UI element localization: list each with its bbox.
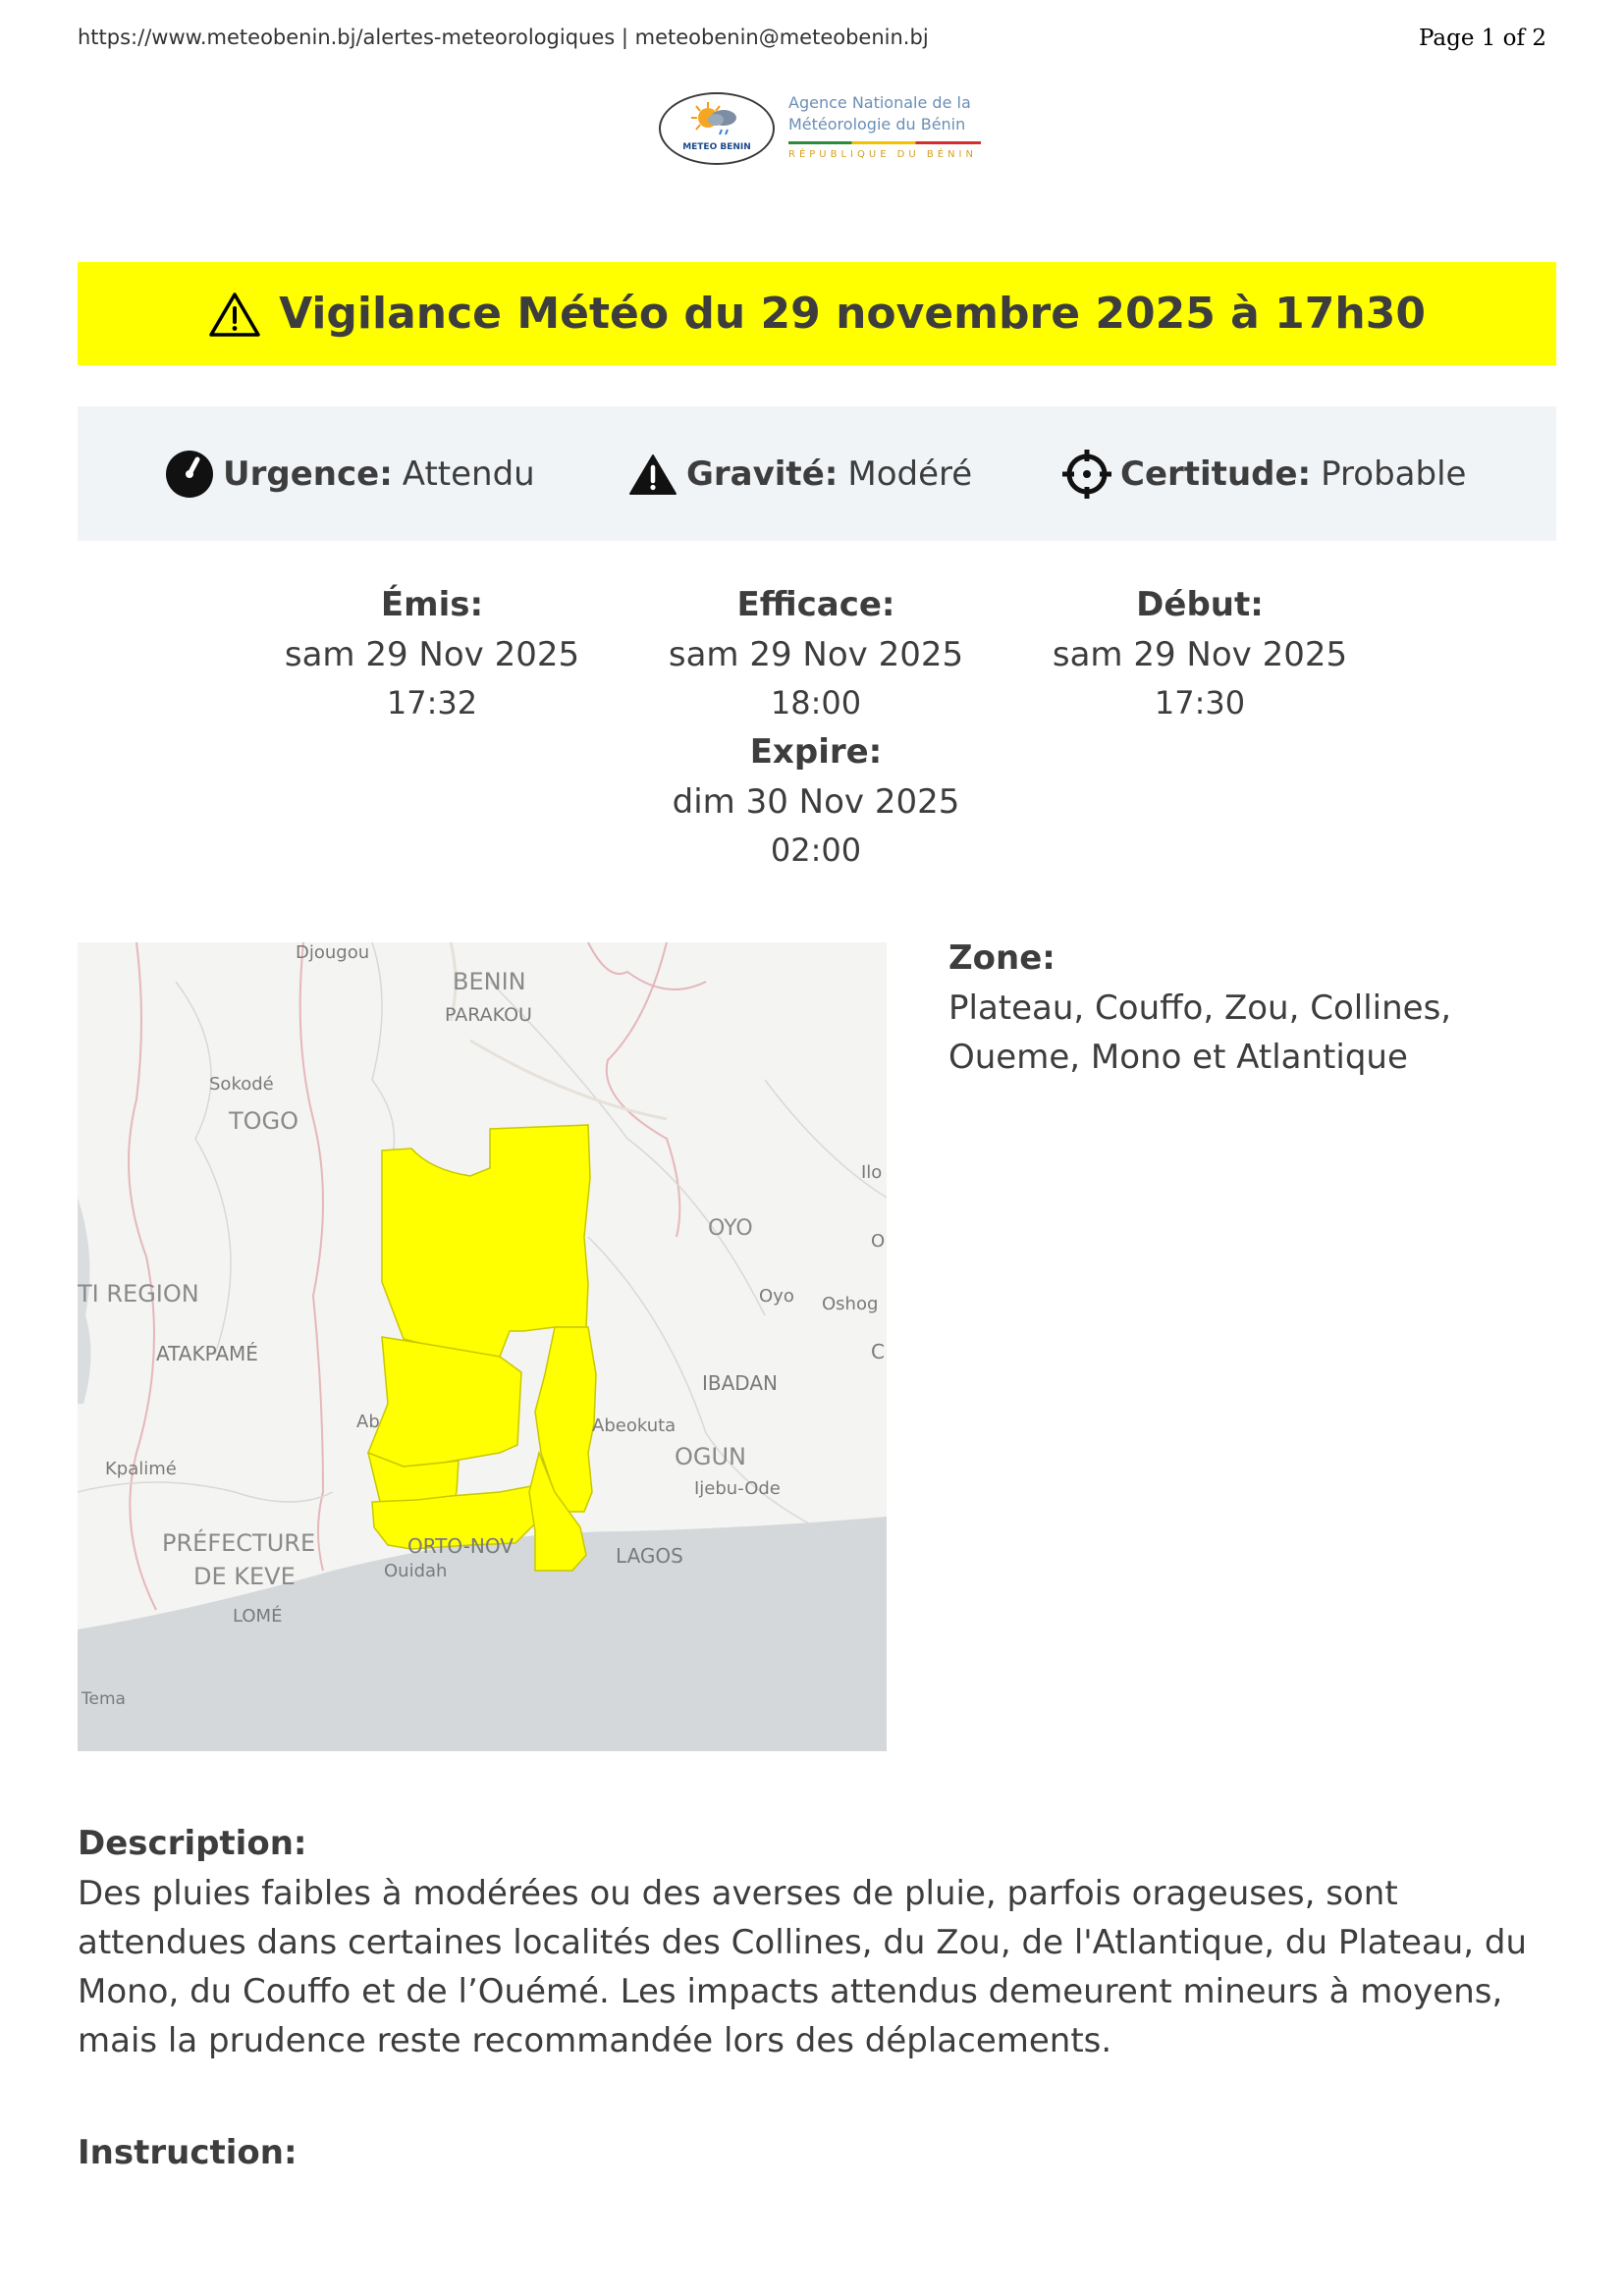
expires-day: dim 30 Nov 2025 <box>672 782 960 822</box>
map-label-lome: LOMÉ <box>233 1606 283 1627</box>
severity-label: Gravité: <box>686 454 839 494</box>
alert-map-svg <box>78 942 887 1751</box>
description-section <box>78 1818 1556 2065</box>
agency-logo <box>659 90 983 169</box>
warning-triangle-icon <box>208 291 261 338</box>
zone-section <box>948 933 1538 1082</box>
effective-day: sam 29 Nov 2025 <box>668 635 964 674</box>
page-number: Page 1 of 2 <box>1418 26 1546 51</box>
urgency-label: Urgence: <box>223 454 393 494</box>
certainty-value: Probable <box>1321 454 1467 494</box>
map-label-oshog: Oshog <box>822 1294 879 1314</box>
onset-time: 17:30 <box>1154 684 1246 721</box>
map-label-lagos: LAGOS <box>616 1544 683 1568</box>
map-label-region: TI REGION <box>78 1280 199 1308</box>
map-label-sokode: Sokodé <box>209 1074 274 1095</box>
urgency-value: Attendu <box>402 454 535 494</box>
zone-label: Zone: <box>948 938 1056 978</box>
zone-line2: Oueme, Mono et Atlantique <box>948 1038 1408 1077</box>
issued-time: 17:32 <box>386 684 478 721</box>
effective-time: 18:00 <box>770 684 862 721</box>
alert-map <box>78 942 887 1751</box>
description-line4: mais la prudence reste recommandée lors des déplacements. <box>78 2021 1112 2060</box>
logo-agency-line2: Météorologie du Bénin <box>788 115 966 133</box>
logo-flag-rule <box>788 141 981 144</box>
instruction-label: Instruction: <box>78 2133 298 2172</box>
onset-label: Début: <box>1136 585 1264 624</box>
sun-cloud-icon <box>661 94 773 163</box>
exclamation-triangle-icon <box>627 449 678 500</box>
map-label-ouidah: Ouidah <box>384 1561 448 1581</box>
alert-title: Vigilance Météo du 29 novembre 2025 à 17h30 <box>279 289 1426 339</box>
logo-agency-name <box>788 92 971 135</box>
alert-banner <box>78 262 1556 365</box>
map-label-kpalime: Kpalimé <box>105 1459 177 1479</box>
logo-agency-line1: Agence Nationale de la <box>788 93 971 112</box>
description-label: Description: <box>78 1824 307 1863</box>
map-label-prefecture-line2: DE KEVE <box>193 1563 296 1590</box>
effective-date <box>624 579 1007 874</box>
map-label-tema: Tema <box>81 1689 126 1709</box>
map-label-ab: Ab <box>356 1412 380 1432</box>
map-label-togo: TOGO <box>229 1107 299 1135</box>
logo-badge-text: METEO BENIN <box>682 142 751 152</box>
zone-line1: Plateau, Couffo, Zou, Collines, <box>948 988 1452 1028</box>
map-label-ogun: OGUN <box>675 1443 747 1470</box>
expires-label: Expire: <box>749 732 883 772</box>
map-label-prefecture-line1: PRÉFECTURE <box>162 1529 316 1557</box>
map-label-ibadan: IBADAN <box>702 1371 778 1395</box>
crosshairs-icon <box>1061 449 1112 500</box>
description-line1: Des pluies faibles à modérées ou des averses de pluie, parfois orageuses, sont <box>78 1874 1398 1913</box>
map-label-porto-novo: ORTO-NOV <box>407 1534 514 1558</box>
onset-day: sam 29 Nov 2025 <box>1052 635 1348 674</box>
severity-attribute <box>627 406 972 541</box>
map-label-parakou: PARAKOU <box>445 1004 532 1026</box>
clock-icon <box>164 449 215 500</box>
issued-label: Émis: <box>380 585 484 624</box>
map-label-atakpame: ATAKPAMÉ <box>156 1342 258 1365</box>
map-label-o-edge: O <box>871 1231 886 1252</box>
logo-country: RÉPUBLIQUE DU BÉNIN <box>788 149 977 160</box>
onset-date <box>1008 579 1391 726</box>
alert-attributes <box>78 406 1556 541</box>
page-header <box>78 26 1546 55</box>
severity-value: Modéré <box>847 454 973 494</box>
certainty-label: Certitude: <box>1120 454 1312 494</box>
map-label-djougou: Djougou <box>296 942 370 963</box>
logo-badge <box>659 92 775 165</box>
map-label-ijebu: Ijebu-Ode <box>694 1478 781 1499</box>
map-label-benin: BENIN <box>453 968 526 995</box>
map-label-ilo: Ilo <box>861 1162 883 1183</box>
map-label-abeokuta: Abeokuta <box>592 1415 677 1436</box>
expires-time: 02:00 <box>770 831 862 869</box>
effective-label: Efficace: <box>736 585 895 624</box>
certainty-attribute <box>1061 406 1466 541</box>
map-label-oyo-city: Oyo <box>759 1286 794 1307</box>
map-label-c-edge: C <box>871 1340 885 1363</box>
alert-zones <box>368 1125 596 1571</box>
description-line2: attendues dans certaines localités des Collines, du Zou, de l'Atlantique, du Plateau, du <box>78 1923 1528 1962</box>
description-line3: Mono, du Couffo et de l’Ouémé. Les impacts attendus demeurent mineurs à moyens, <box>78 1972 1503 2011</box>
header-url-line: https://www.meteobenin.bj/alertes-meteorologiques | meteobenin@meteobenin.bj <box>78 26 929 49</box>
issued-date <box>241 579 623 726</box>
issued-day: sam 29 Nov 2025 <box>284 635 580 674</box>
urgency-attribute <box>164 406 535 541</box>
map-label-oyo-state: OYO <box>708 1216 753 1241</box>
